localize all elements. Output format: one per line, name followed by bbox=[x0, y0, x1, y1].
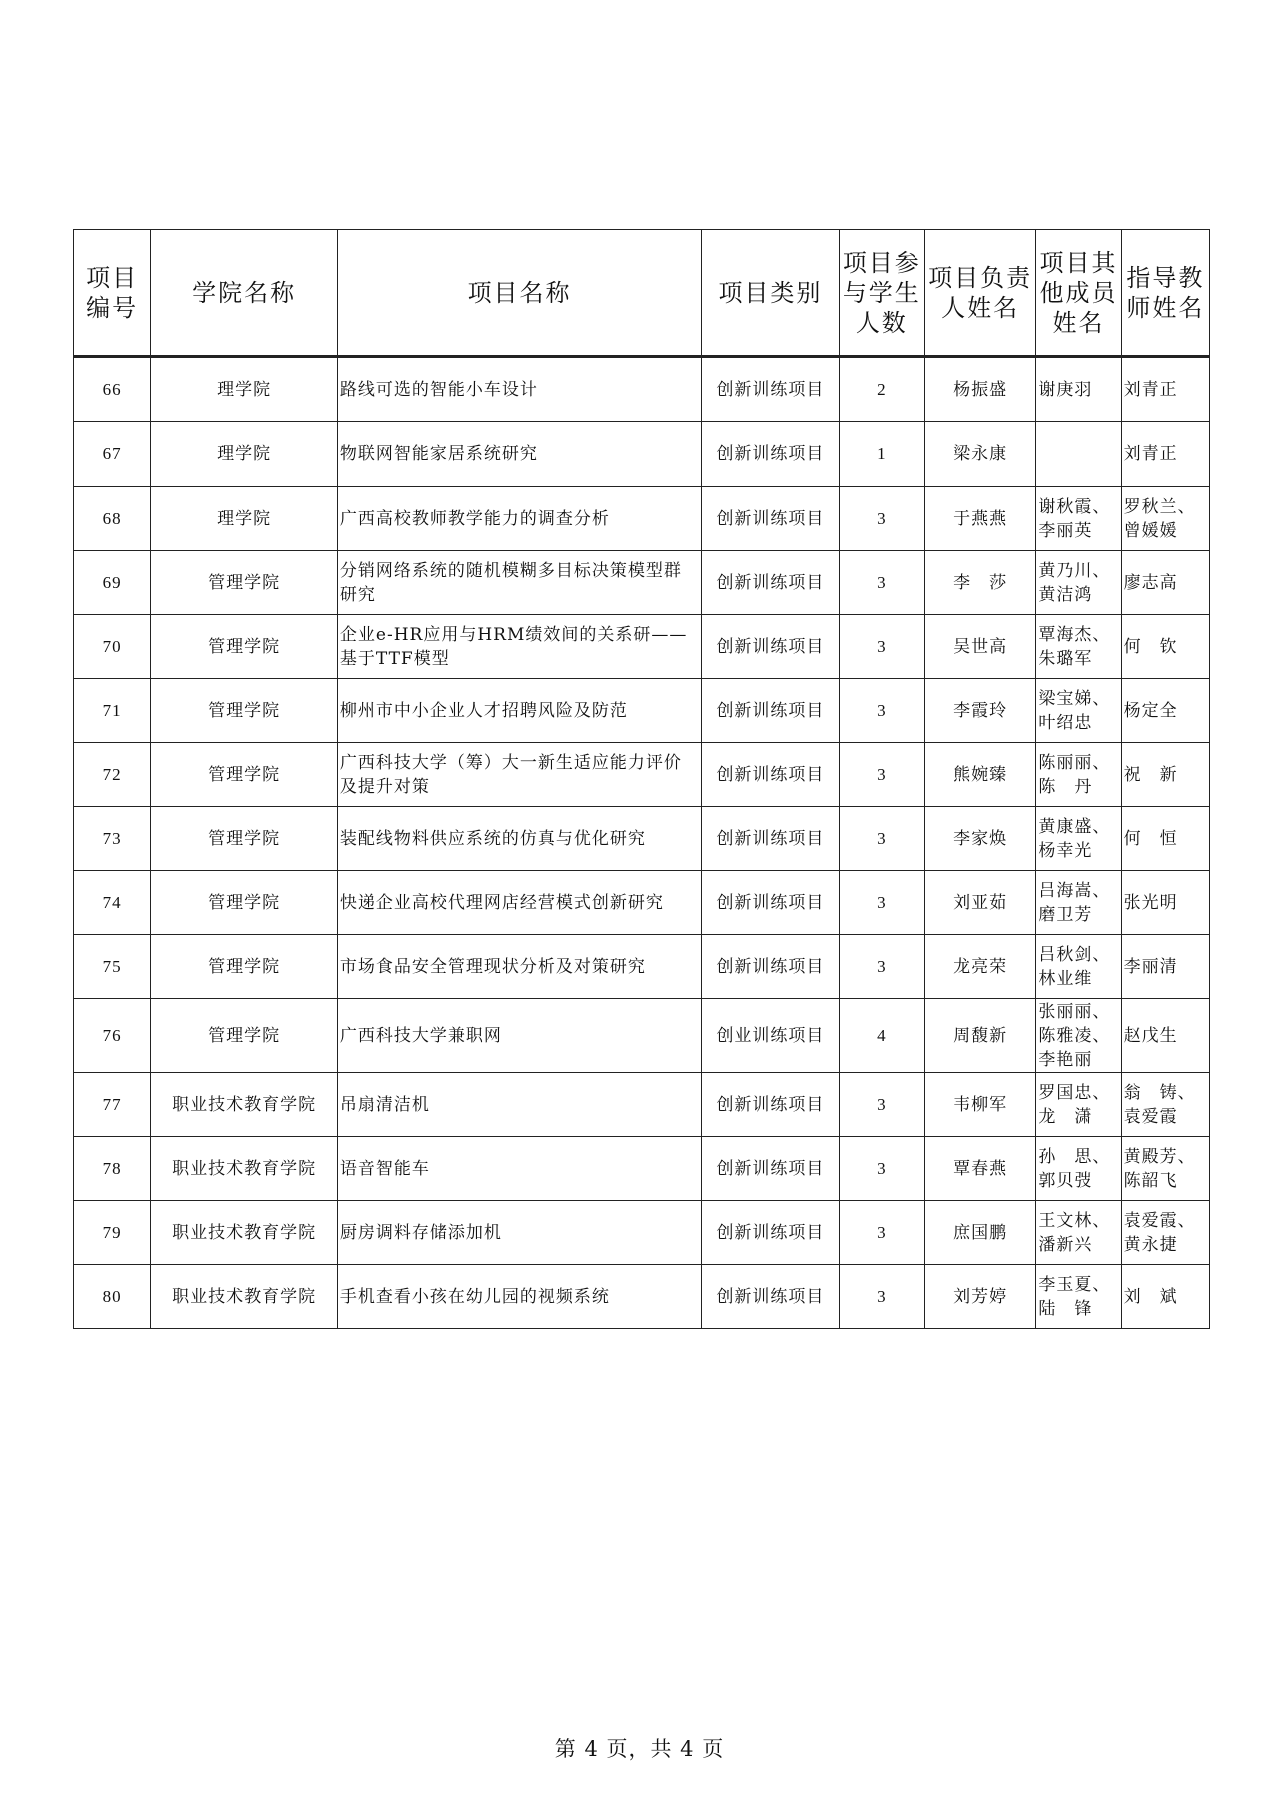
cell-members: 谢秋霞、李丽英 bbox=[1036, 487, 1121, 551]
cell-college: 职业技术教育学院 bbox=[151, 1201, 338, 1265]
cell-members: 黄康盛、杨幸光 bbox=[1036, 807, 1121, 871]
table-row bbox=[74, 1137, 1210, 1201]
cell-project-name: 厨房调料存储添加机 bbox=[337, 1201, 701, 1265]
cell-members bbox=[1036, 422, 1121, 487]
table-row bbox=[74, 422, 1210, 487]
cell-college: 职业技术教育学院 bbox=[151, 1137, 338, 1201]
cell-advisor: 廖志高 bbox=[1121, 551, 1209, 615]
table-row bbox=[74, 551, 1210, 615]
table-row bbox=[74, 679, 1210, 743]
cell-advisor: 何 钦 bbox=[1121, 615, 1209, 679]
table-row bbox=[74, 807, 1210, 871]
cell-id: 74 bbox=[74, 871, 151, 935]
cell-student-count: 3 bbox=[839, 935, 924, 999]
cell-project-name: 吊扇清洁机 bbox=[337, 1073, 701, 1137]
cell-project-name: 手机查看小孩在幼儿园的视频系统 bbox=[337, 1265, 701, 1329]
cell-category: 创新训练项目 bbox=[702, 1201, 839, 1265]
cell-project-name: 柳州市中小企业人才招聘风险及防范 bbox=[337, 679, 701, 743]
cell-members: 王文林、潘新兴 bbox=[1036, 1201, 1121, 1265]
cell-leader: 韦柳军 bbox=[924, 1073, 1035, 1137]
cell-project-name: 市场食品安全管理现状分析及对策研究 bbox=[337, 935, 701, 999]
page-footer: 第 4 页，共 4 页 bbox=[554, 1737, 725, 1761]
cell-college: 管理学院 bbox=[151, 935, 338, 999]
cell-category: 创新训练项目 bbox=[702, 551, 839, 615]
cell-advisor: 黄殿芳、陈韶飞 bbox=[1121, 1137, 1209, 1201]
cell-category: 创新训练项目 bbox=[702, 357, 839, 422]
cell-category: 创新训练项目 bbox=[702, 1265, 839, 1329]
cell-id: 69 bbox=[74, 551, 151, 615]
header-name: 项目名称 bbox=[337, 230, 701, 357]
cell-leader: 李 莎 bbox=[924, 551, 1035, 615]
cell-project-name: 路线可选的智能小车设计 bbox=[337, 357, 701, 422]
header-count: 项目参与学生人数 bbox=[839, 230, 924, 357]
cell-student-count: 3 bbox=[839, 1265, 924, 1329]
cell-student-count: 3 bbox=[839, 1201, 924, 1265]
header-leader: 项目负责人姓名 bbox=[924, 230, 1035, 357]
table-row bbox=[74, 1201, 1210, 1265]
cell-project-name: 企业e-HR应用与HRM绩效间的关系研——基于TTF模型 bbox=[337, 615, 701, 679]
cell-members: 覃海杰、朱璐军 bbox=[1036, 615, 1121, 679]
table-row bbox=[74, 999, 1210, 1073]
table-row bbox=[74, 935, 1210, 999]
cell-id: 66 bbox=[74, 357, 151, 422]
cell-leader: 龙亮荣 bbox=[924, 935, 1035, 999]
table-header bbox=[74, 230, 1210, 357]
cell-project-name: 广西科技大学兼职网 bbox=[337, 999, 701, 1073]
cell-student-count: 3 bbox=[839, 615, 924, 679]
cell-student-count: 3 bbox=[839, 743, 924, 807]
cell-members: 罗国忠、龙 潇 bbox=[1036, 1073, 1121, 1137]
cell-college: 管理学院 bbox=[151, 743, 338, 807]
cell-student-count: 3 bbox=[839, 1137, 924, 1201]
cell-college: 职业技术教育学院 bbox=[151, 1265, 338, 1329]
cell-category: 创业训练项目 bbox=[702, 999, 839, 1073]
cell-student-count: 3 bbox=[839, 679, 924, 743]
cell-college: 管理学院 bbox=[151, 871, 338, 935]
cell-project-name: 语音智能车 bbox=[337, 1137, 701, 1201]
table-row bbox=[74, 743, 1210, 807]
header-row bbox=[74, 230, 1210, 357]
cell-members: 吕海嵩、磨卫芳 bbox=[1036, 871, 1121, 935]
cell-id: 67 bbox=[74, 422, 151, 487]
cell-advisor: 张光明 bbox=[1121, 871, 1209, 935]
cell-student-count: 3 bbox=[839, 551, 924, 615]
cell-members: 梁宝娣、叶绍忠 bbox=[1036, 679, 1121, 743]
header-id: 项目编号 bbox=[74, 230, 151, 357]
table-row bbox=[74, 1265, 1210, 1329]
cell-project-name: 广西科技大学（筹）大一新生适应能力评价及提升对策 bbox=[337, 743, 701, 807]
cell-members: 吕秋剑、林业维 bbox=[1036, 935, 1121, 999]
cell-college: 管理学院 bbox=[151, 999, 338, 1073]
cell-advisor: 刘青正 bbox=[1121, 357, 1209, 422]
cell-advisor: 罗秋兰、曾媛媛 bbox=[1121, 487, 1209, 551]
cell-leader: 于燕燕 bbox=[924, 487, 1035, 551]
cell-student-count: 3 bbox=[839, 871, 924, 935]
cell-id: 76 bbox=[74, 999, 151, 1073]
cell-advisor: 刘青正 bbox=[1121, 422, 1209, 487]
cell-advisor: 刘 斌 bbox=[1121, 1265, 1209, 1329]
cell-college: 管理学院 bbox=[151, 807, 338, 871]
cell-leader: 李霞玲 bbox=[924, 679, 1035, 743]
cell-student-count: 3 bbox=[839, 807, 924, 871]
cell-student-count: 4 bbox=[839, 999, 924, 1073]
cell-student-count: 3 bbox=[839, 487, 924, 551]
cell-id: 71 bbox=[74, 679, 151, 743]
header-college: 学院名称 bbox=[151, 230, 338, 357]
cell-leader: 覃春燕 bbox=[924, 1137, 1035, 1201]
cell-college: 理学院 bbox=[151, 357, 338, 422]
cell-project-name: 装配线物料供应系统的仿真与优化研究 bbox=[337, 807, 701, 871]
cell-category: 创新训练项目 bbox=[702, 935, 839, 999]
cell-college: 理学院 bbox=[151, 422, 338, 487]
header-advisor: 指导教师姓名 bbox=[1121, 230, 1209, 357]
cell-category: 创新训练项目 bbox=[702, 1137, 839, 1201]
cell-advisor: 祝 新 bbox=[1121, 743, 1209, 807]
cell-category: 创新训练项目 bbox=[702, 1073, 839, 1137]
cell-leader: 杨振盛 bbox=[924, 357, 1035, 422]
cell-advisor: 李丽清 bbox=[1121, 935, 1209, 999]
cell-id: 72 bbox=[74, 743, 151, 807]
cell-student-count: 3 bbox=[839, 1073, 924, 1137]
cell-id: 73 bbox=[74, 807, 151, 871]
cell-college: 职业技术教育学院 bbox=[151, 1073, 338, 1137]
cell-members: 陈丽丽、陈 丹 bbox=[1036, 743, 1121, 807]
cell-leader: 周馥新 bbox=[924, 999, 1035, 1073]
project-table bbox=[73, 229, 1210, 1329]
cell-members: 李玉夏、陆 锋 bbox=[1036, 1265, 1121, 1329]
cell-category: 创新训练项目 bbox=[702, 679, 839, 743]
cell-leader: 李家焕 bbox=[924, 807, 1035, 871]
cell-id: 68 bbox=[74, 487, 151, 551]
table-row bbox=[74, 1073, 1210, 1137]
cell-student-count: 2 bbox=[839, 357, 924, 422]
cell-leader: 庶国鹏 bbox=[924, 1201, 1035, 1265]
cell-category: 创新训练项目 bbox=[702, 871, 839, 935]
cell-id: 80 bbox=[74, 1265, 151, 1329]
table-body bbox=[74, 357, 1210, 1329]
cell-leader: 吴世高 bbox=[924, 615, 1035, 679]
header-members: 项目其他成员姓名 bbox=[1036, 230, 1121, 357]
cell-advisor: 袁爱霞、黄永捷 bbox=[1121, 1201, 1209, 1265]
cell-id: 77 bbox=[74, 1073, 151, 1137]
cell-members: 孙 思、郭贝弢 bbox=[1036, 1137, 1121, 1201]
cell-project-name: 分销网络系统的随机模糊多目标决策模型群研究 bbox=[337, 551, 701, 615]
cell-advisor: 赵戊生 bbox=[1121, 999, 1209, 1073]
cell-id: 78 bbox=[74, 1137, 151, 1201]
cell-leader: 刘亚茹 bbox=[924, 871, 1035, 935]
cell-leader: 刘芳婷 bbox=[924, 1265, 1035, 1329]
cell-college: 管理学院 bbox=[151, 551, 338, 615]
table-row bbox=[74, 487, 1210, 551]
cell-project-name: 广西高校教师教学能力的调查分析 bbox=[337, 487, 701, 551]
cell-category: 创新训练项目 bbox=[702, 487, 839, 551]
cell-college: 管理学院 bbox=[151, 615, 338, 679]
cell-category: 创新训练项目 bbox=[702, 422, 839, 487]
cell-category: 创新训练项目 bbox=[702, 615, 839, 679]
cell-category: 创新训练项目 bbox=[702, 807, 839, 871]
cell-project-name: 物联网智能家居系统研究 bbox=[337, 422, 701, 487]
cell-advisor: 翁 铸、袁爱霞 bbox=[1121, 1073, 1209, 1137]
cell-category: 创新训练项目 bbox=[702, 743, 839, 807]
cell-advisor: 杨定全 bbox=[1121, 679, 1209, 743]
cell-project-name: 快递企业高校代理网店经营模式创新研究 bbox=[337, 871, 701, 935]
cell-leader: 熊婉臻 bbox=[924, 743, 1035, 807]
cell-college: 管理学院 bbox=[151, 679, 338, 743]
cell-members: 谢庚羽 bbox=[1036, 357, 1121, 422]
cell-members: 张丽丽、陈雅凌、李艳丽 bbox=[1036, 999, 1121, 1073]
cell-advisor: 何 恒 bbox=[1121, 807, 1209, 871]
table-row bbox=[74, 357, 1210, 422]
table-row bbox=[74, 871, 1210, 935]
cell-college: 理学院 bbox=[151, 487, 338, 551]
cell-members: 黄乃川、黄洁鸿 bbox=[1036, 551, 1121, 615]
cell-id: 79 bbox=[74, 1201, 151, 1265]
cell-leader: 梁永康 bbox=[924, 422, 1035, 487]
cell-id: 75 bbox=[74, 935, 151, 999]
table-row bbox=[74, 615, 1210, 679]
header-category: 项目类别 bbox=[702, 230, 839, 357]
cell-student-count: 1 bbox=[839, 422, 924, 487]
cell-id: 70 bbox=[74, 615, 151, 679]
